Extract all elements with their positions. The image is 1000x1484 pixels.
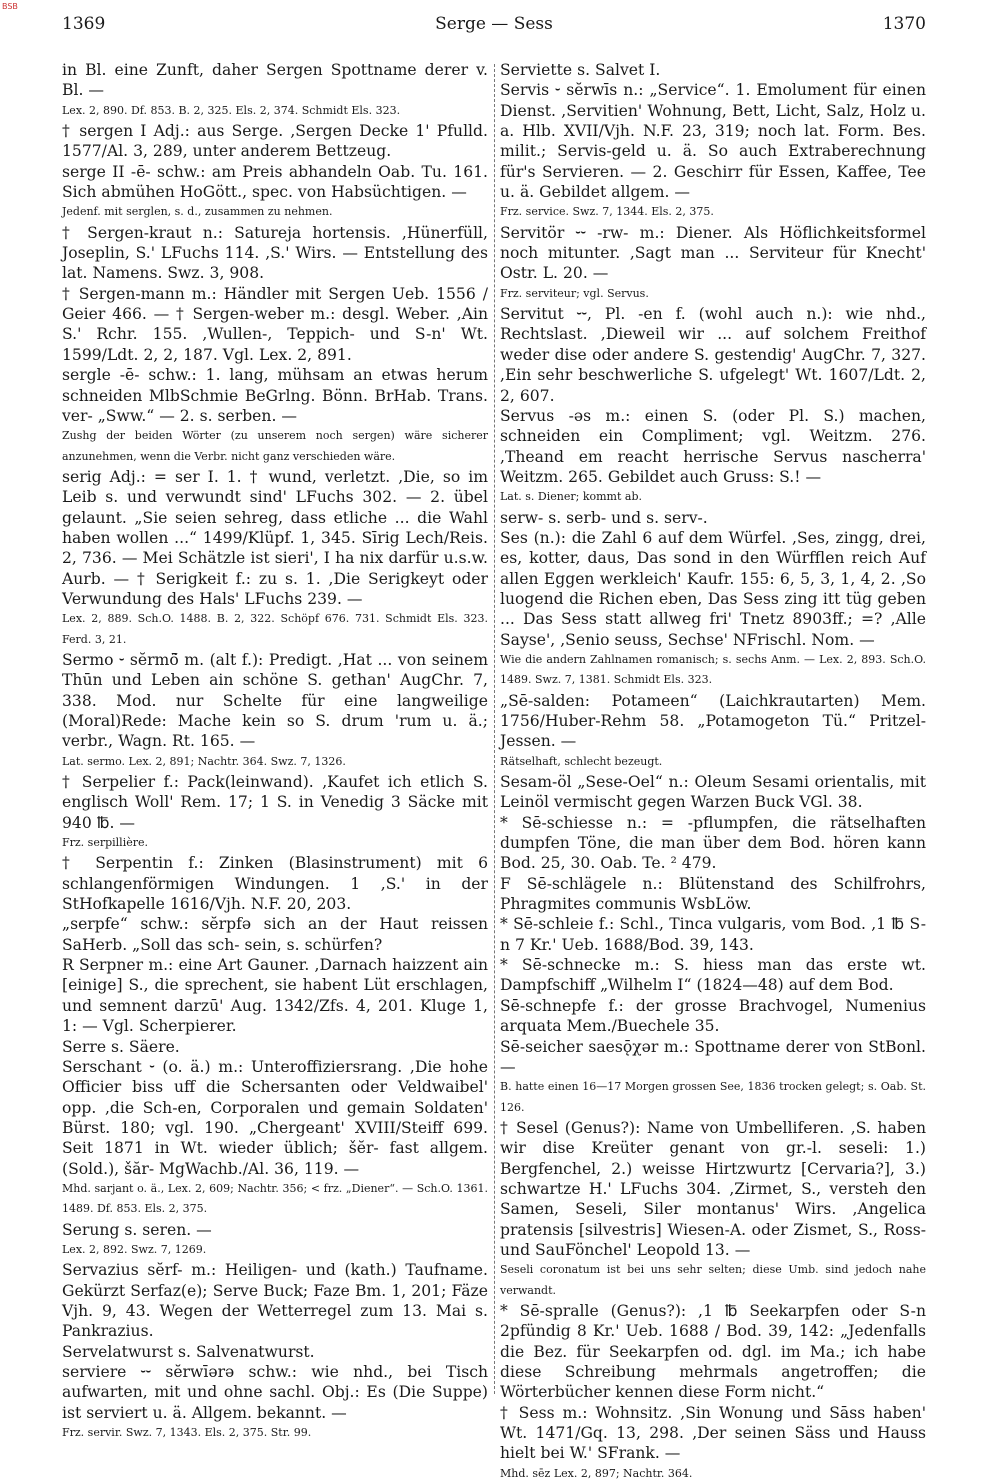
left-column: [62, 60, 488, 1440]
dictionary-entry: † Sergen-kraut n.: Satureja hortensis. ,Hünerfüll, Joseplin, S.' LFuchs 114. ,S.' Wirs. — Entstellung des lat. Namens. Swz. 3, 908.: [62, 223, 488, 283]
running-title: Serge — Sess: [435, 14, 553, 34]
entry-note: Mhd. sēz Lex. 2, 897; Nachtr. 364.: [500, 1466, 693, 1480]
dictionary-entry: † Sergen-mann m.: Händler mit Sergen Ueb. 1556 / Geier 466. — † Sergen-weber m.: desgl. Weber. ,Ain S.' Rchr. 155. ,Wullen-, Teppich- und S-n' Wt. 1599/Ldt. 2, 2, 187. Vgl. Lex. 2, 891.: [62, 284, 488, 364]
dictionary-entry: Servis ⏑ sĕrwīs n.: „Service“. 1. Emolument für einen Dienst. ,Servitien' Wohnung, Bett, Licht, Salz, Holz u. a. Hlb. XVII/Vjh. N.F. 23, 319; noch lat. Form. Bes. milit.; Servis-geld u. ä. So auch Extraberechnung für's Servieren. — 2. Geschirr für Essen, Kaffee, Tee u. ä. Gebildet allgem. —: [500, 81, 926, 202]
dictionary-entry: † Serpelier f.: Pack(leinwand). ,Kaufet ich etlich S. englisch Woll' Rem. 17; 1 S. in Venedig 3 Säcke mit 940 ℔. —: [62, 773, 488, 832]
entry-note: Zushg der beiden Wörter (zu unserem noch sergen) wäre sicherer anzunehmen, wenn die Verbr. nicht ganz verschieden wäre.: [62, 429, 488, 463]
dictionary-entry: serw- s. serb- und s. serv-.: [500, 508, 708, 527]
dictionary-entry: Sē-schnepfe f.: der grosse Brachvogel, Numenius arquata Mem./Buechele 35.: [500, 996, 926, 1036]
library-stamp: BSB: [2, 2, 18, 11]
dictionary-entry: * Sē-schleie f.: Schl., Tinca vulgaris, vom Bod. ,1 ℔ S-n 7 Kr.' Ueb. 1688/Bod. 39, 143.: [500, 915, 926, 954]
entry-note: Lat. sermo. Lex. 2, 891; Nachtr. 364. Swz. 7, 1326.: [62, 754, 346, 768]
dictionary-entry: Servus -əs m.: einen S. (oder Pl. S.) machen, schneiden ein Compliment; vgl. Weitzm. 276. ,Theand em reacht herrische Servus nascherra' Weitzm. 265. Gebildet auch Gruss: S.! —: [500, 406, 926, 486]
dictionary-entry: serviere ⏑⏑ sĕrwīərə schw.: wie nhd., bei Tisch aufwarten, mit und ohne sachl. Obj.: Es (Die Suppe) ist serviert u. ä. Allgem. bekannt. —: [62, 1363, 488, 1422]
dictionary-entry: Servitör ⏑⏑ -rw- m.: Diener. Als Höflichkeitsformel noch mitunter. ,Sagt man ... Serviteur für Knecht' Ostr. L. 20. —: [500, 223, 926, 283]
entry-note: Lex. 2, 890. Df. 853. B. 2, 325. Els. 2, 374. Schmidt Els. 323.: [62, 103, 401, 117]
entry-note: Frz. serpillière.: [62, 836, 148, 850]
dictionary-entry: Serre s. Säere.: [62, 1037, 180, 1056]
entry-note: Lex. 2, 892. Swz. 7, 1269.: [62, 1242, 207, 1256]
entry-note: B. hatte einen 16—17 Morgen grossen See, 1836 trocken gelegt; s. Oab. St. 126.: [500, 1080, 926, 1114]
dictionary-entry: † Sess m.: Wohnsitz. ,Sin Wonung und Sāss haben' Wt. 1471/Gq. 13, 298. ,Der seinen Säss und Hauss hielt bei W.' SFrank. —: [500, 1403, 926, 1463]
entry-note: Jedenf. mit serglen, s. d., zusammen zu nehmen.: [62, 205, 333, 219]
dictionary-entry: serig Adj.: = ser I. 1. † wund, verletzt. ,Die, so im Leib s. und verwundt sind' LFuchs 302. — 2. übel gelaunt. „Sie seien sehreg, dass etliche ... die Wahl haben wollen ...“ 1499/Klüpf. 1, 345. Sīrig Lech/Reis. 2, 736. — Mei Schätzle ist sieri', I ha nix darfür u.s.w. Aurb. — † Serigkeit f.: zu s. 1. ,Die Serigkeyt oder Verwundung des Hals' LFuchs 239. —: [62, 467, 488, 608]
entry-note: Seseli coronatum ist bei uns sehr selten; diese Umb. sind jedoch nahe verwandt.: [500, 1263, 926, 1297]
entry-note: Frz. service. Swz. 7, 1344. Els. 2, 375.: [500, 205, 714, 219]
entry-note: Rätselhaft, schlecht bezeugt.: [500, 754, 663, 768]
dictionary-entry: * Sē-schiesse n.: = -pflumpfen, die rätselhaften dumpfen Töne, die man über dem Bod. hören kann Bod. 25, 30. Oab. Te. ² 479.: [500, 813, 926, 873]
dictionary-entry: Servitut ⏑⏑, Pl. -en f. (wohl auch n.): wie nhd., Rechtslast. ,Dieweil wir ... auf solchem Freithof weder dise oder andere S. gestendig' AugChr. 7, 327. ,Ein sehr beschwerliche S. ufgelegt' Wt. 1607/Ldt. 2, 2, 607.: [500, 305, 926, 405]
dictionary-entry: Serviette s. Salvet I.: [500, 61, 661, 79]
dictionary-entry: Servazius sĕrf- m.: Heiligen- und (kath.) Taufname. Gekürzt Serfaz(e); Serve Buck; Faze Bm. 1, 201; Fäze Vjh. 9, 43. Wegen der Wetterregel zum 13. Mai s. Pankrazius.: [62, 1261, 488, 1341]
dictionary-entry: * Sē-schnecke m.: S. hiess man das erste wt. Dampfschiff „Wilhelm I“ (1824—48) auf dem Bod.: [500, 956, 926, 995]
dictionary-entry: sergle -ē- schw.: 1. lang, mühsam an etwas herum schneiden MlbSchmie BeGrlng. Bönn. BrHab. Trans. ver- „Sww.“ — 2. s. serben. —: [62, 366, 488, 425]
page-number-left: 1369: [62, 14, 106, 34]
dictionary-entry: serge II -ē- schw.: am Preis abhandeln Oab. Tu. 161. Sich abmühen HoGött., spec. von Habsüchtigen. —: [62, 162, 488, 202]
dictionary-entry: Serung s. seren. —: [62, 1220, 212, 1239]
dictionary-entry: * Sē-spralle (Genus?): ,1 ℔ Seekarpfen oder S-n 2pfündig 8 Kr.' Ueb. 1688 / Bod. 39, 142: „Jedenfalls die Bez. für Seekarpfen od. dgl. im Ma.; ich habe diese Schreibung mehrmals angetroffen; die Wörterbücher kennen diese Form nicht.“: [500, 1301, 926, 1402]
page-number-right: 1370: [882, 14, 926, 34]
column-divider: [494, 64, 495, 1394]
entry-note: Mhd. sarjant o. ä., Lex. 2, 609; Nachtr. 356; < frz. „Diener“. — Sch.O. 1361. 1489. Df. 853. Els. 2, 375.: [62, 1181, 488, 1216]
dictionary-entry: F Sē-schlägele n.: Blütenstand des Schilfrohrs, Phragmites communis WsbLöw.: [500, 874, 926, 914]
entry-note: Lex. 2, 889. Sch.O. 1488. B. 2, 322. Schöpf 676. 731. Schmidt Els. 323. Ferd. 3, 21.: [62, 612, 488, 646]
entry-note: Lat. s. Diener; kommt ab.: [500, 490, 642, 504]
dictionary-entry: „serpfe“ schw.: sĕrpfə sich an der Haut reissen SaHerb. „Soll das sch- sein, s. schürfen?: [62, 915, 488, 954]
page-header: [62, 14, 926, 42]
dictionary-entry: Servelatwurst s. Salvenatwurst.: [62, 1342, 315, 1361]
entry-note: Frz. serviteur; vgl. Servus.: [500, 286, 649, 300]
dictionary-entry: R Serpner m.: eine Art Gauner. ,Darnach haizzent ain [einige] S., die sprechent, sie habent Lüt erschlagen, und semnent darzū' Aug. 1342/Zfs. 4, 201. Kluge 1, 1: — Vgl. Scherpierer.: [62, 956, 488, 1036]
dictionary-entry: in Bl. eine Zunft, daher Sergen Spottname derer v. Bl. —: [62, 61, 488, 100]
dictionary-entry: † Serpentin f.: Zinken (Blasinstrument) mit 6 schlangenförmigen Windungen. 1 ,S.' in der StHofkapelle 1616/Vjh. N.F. 20, 203.: [62, 854, 488, 914]
entry-note: Wie die andern Zahlnamen romanisch; s. sechs Anm. — Lex. 2, 893. Sch.O. 1489. Swz. 7, 1381. Schmidt Els. 323.: [500, 652, 926, 687]
dictionary-entry: † Sesel (Genus?): Name von Umbelliferen. ,S. haben wir dise Kreüter genant von gr.-l. seseli: 1.) Bergfenchel, 2.) weisse Hirtzwurtz [Cervaria?], 3.) schwartze H.' LFuchs 304. ,Zirmet, S., versteh den Samen, Seseli, Siler montanus' Wirs. ,Angelica pratensis [silvestris] Wiesen-A. oder Zismet, S., Ross- und SauFönchel' Leopold 13. —: [500, 1118, 926, 1259]
dictionary-entry: Sesam-öl „Sese-Oel“ n.: Oleum Sesami orientalis, mit Leinöl vermischt gegen Warzen Buck VGl. 38.: [500, 773, 926, 812]
dictionary-entry: † sergen I Adj.: aus Serge. ,Sergen Decke 1' Pfulld. 1577/Al. 3, 289, unter anderem Bettzeug.: [62, 122, 488, 161]
dictionary-entry: Sermo ⏑ sĕrmō̃ m. (alt f.): Predigt. ,Hat ... von seinem Thūn und Leben ain schöne S. gethan' AugChr. 7, 338. Mod. nur Schelte für eine langweilige (Moral)Rede: Mache kein so S. drum 'rum u. ä.; verbr., Wagn. Rt. 165. —: [62, 650, 488, 751]
dictionary-entry: Sē-seicher saesǭχər m.: Spottname derer von StBonl. —: [500, 1037, 926, 1076]
dictionary-entry: Ses (n.): die Zahl 6 auf dem Würfel. ,Ses, zingg, drei, es, kotter, daus, Das sond in den Würfflen reich Auf allen Eggen werkleich' Kaufr. 155: 6, 5, 3, 1, 4, 2. ,So luogend die Richen eben, Das Sess zing itt tüg geben ... Das Sess statt allweg fri' Tnetz 8903ff.; =? ,Alle Sayse', ,Senio seuss, Sechse' NFrischl. Nom. —: [500, 528, 926, 649]
dictionary-entry: Serschant ⏑ (o. ä.) m.: Unteroffiziersrang. ,Die hohe Officier biss uff die Schersanten oder Veldwaibel' opp. ,die Sch-en, Corporalen und gemain Soldaten' Bürst. 180; vgl. 190. „Chergeant' XVIII/Steiff 699. Seit 1871 in Wt. wieder üblich; šĕr- fast allgem. (Sold.), šăr- MgWachb./Al. 36, 119. —: [62, 1057, 488, 1178]
right-column: [500, 60, 926, 1480]
entry-note: Frz. servir. Swz. 7, 1343. Els. 2, 375. Str. 99.: [62, 1426, 312, 1440]
dictionary-entry: „Sē-salden: Potameen“ (Laichkrautarten) Mem. 1756/Huber-Rehm 58. „Potamogeton Tü.“ Pritzel-Jessen. —: [500, 691, 926, 751]
